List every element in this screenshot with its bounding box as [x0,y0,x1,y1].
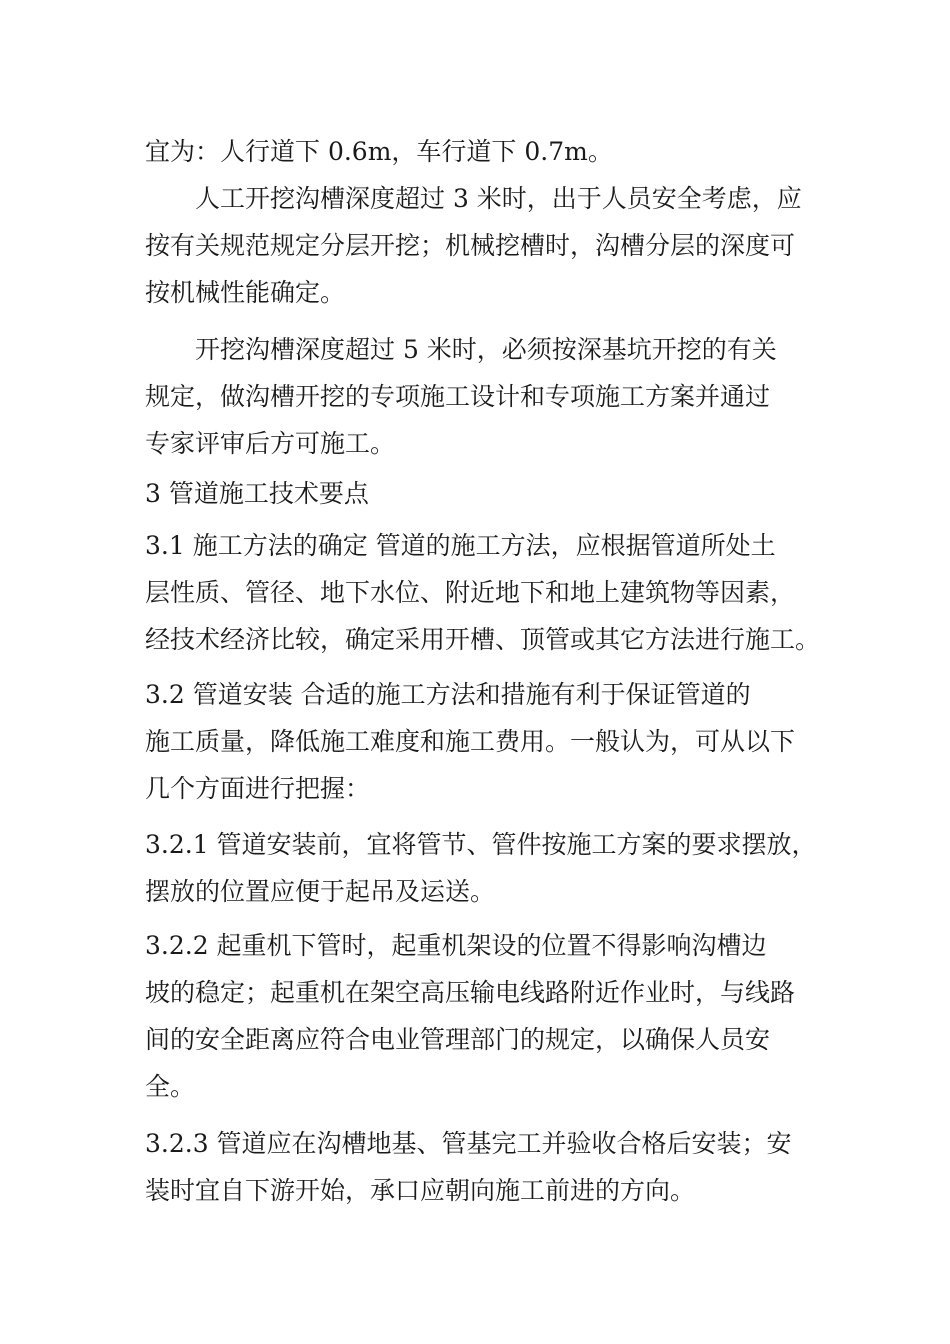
text-line: 层性质、管径、地下水位、附近地下和地上建筑物等因素， [145,578,796,607]
text-line: 按有关规范规定分层开挖；机械挖槽时，沟槽分层的深度可 [145,231,796,260]
subsection-heading: 3.2.1 管道安装前，宜将管节、管件按施工方案的要求摆放， [145,830,817,859]
subsection-heading: 3.2 管道安装 合适的施工方法和措施有利于保证管道的 [145,680,751,709]
text-line: 间的安全距离应符合电业管理部门的规定，以确保人员安 [145,1025,771,1054]
text-line: 摆放的位置应便于起吊及运送。 [145,877,496,906]
subsection-heading: 3.2.2 起重机下管时，起重机架设的位置不得影响沟槽边 [145,931,767,960]
section-heading: 3 管道施工技术要点 [145,479,369,508]
subsection-heading: 3.1 施工方法的确定 管道的施工方法，应根据管道所处土 [145,531,776,560]
subsection-heading: 3.2.3 管道应在沟槽地基、管基完工并验收合格后安装；安 [145,1129,792,1158]
paragraph-first-line: 开挖沟槽深度超过 5 米时，必须按深基坑开挖的有关 [195,335,777,364]
text-line: 按机械性能确定。 [145,278,346,307]
text-line: 宜为：人行道下 0.6m，车行道下 0.7m。 [145,137,613,166]
text-line: 专家评审后方可施工。 [145,429,396,458]
text-line: 几个方面进行把握： [145,774,371,803]
text-line: 坡的稳定；起重机在架空高压输电线路附近作业时，与线路 [145,978,796,1007]
text-line: 施工质量，降低施工难度和施工费用。一般认为，可从以下 [145,727,796,756]
text-line: 全。 [145,1072,196,1101]
text-line: 规定，做沟槽开挖的专项施工设计和专项施工方案并通过 [145,382,771,411]
text-line: 装时宜自下游开始，承口应朝向施工前进的方向。 [145,1176,696,1205]
paragraph-first-line: 人工开挖沟槽深度超过 3 米时，出于人员安全考虑，应 [195,184,802,213]
text-line: 经技术经济比较，确定采用开槽、顶管或其它方法进行施工。 [145,625,821,654]
